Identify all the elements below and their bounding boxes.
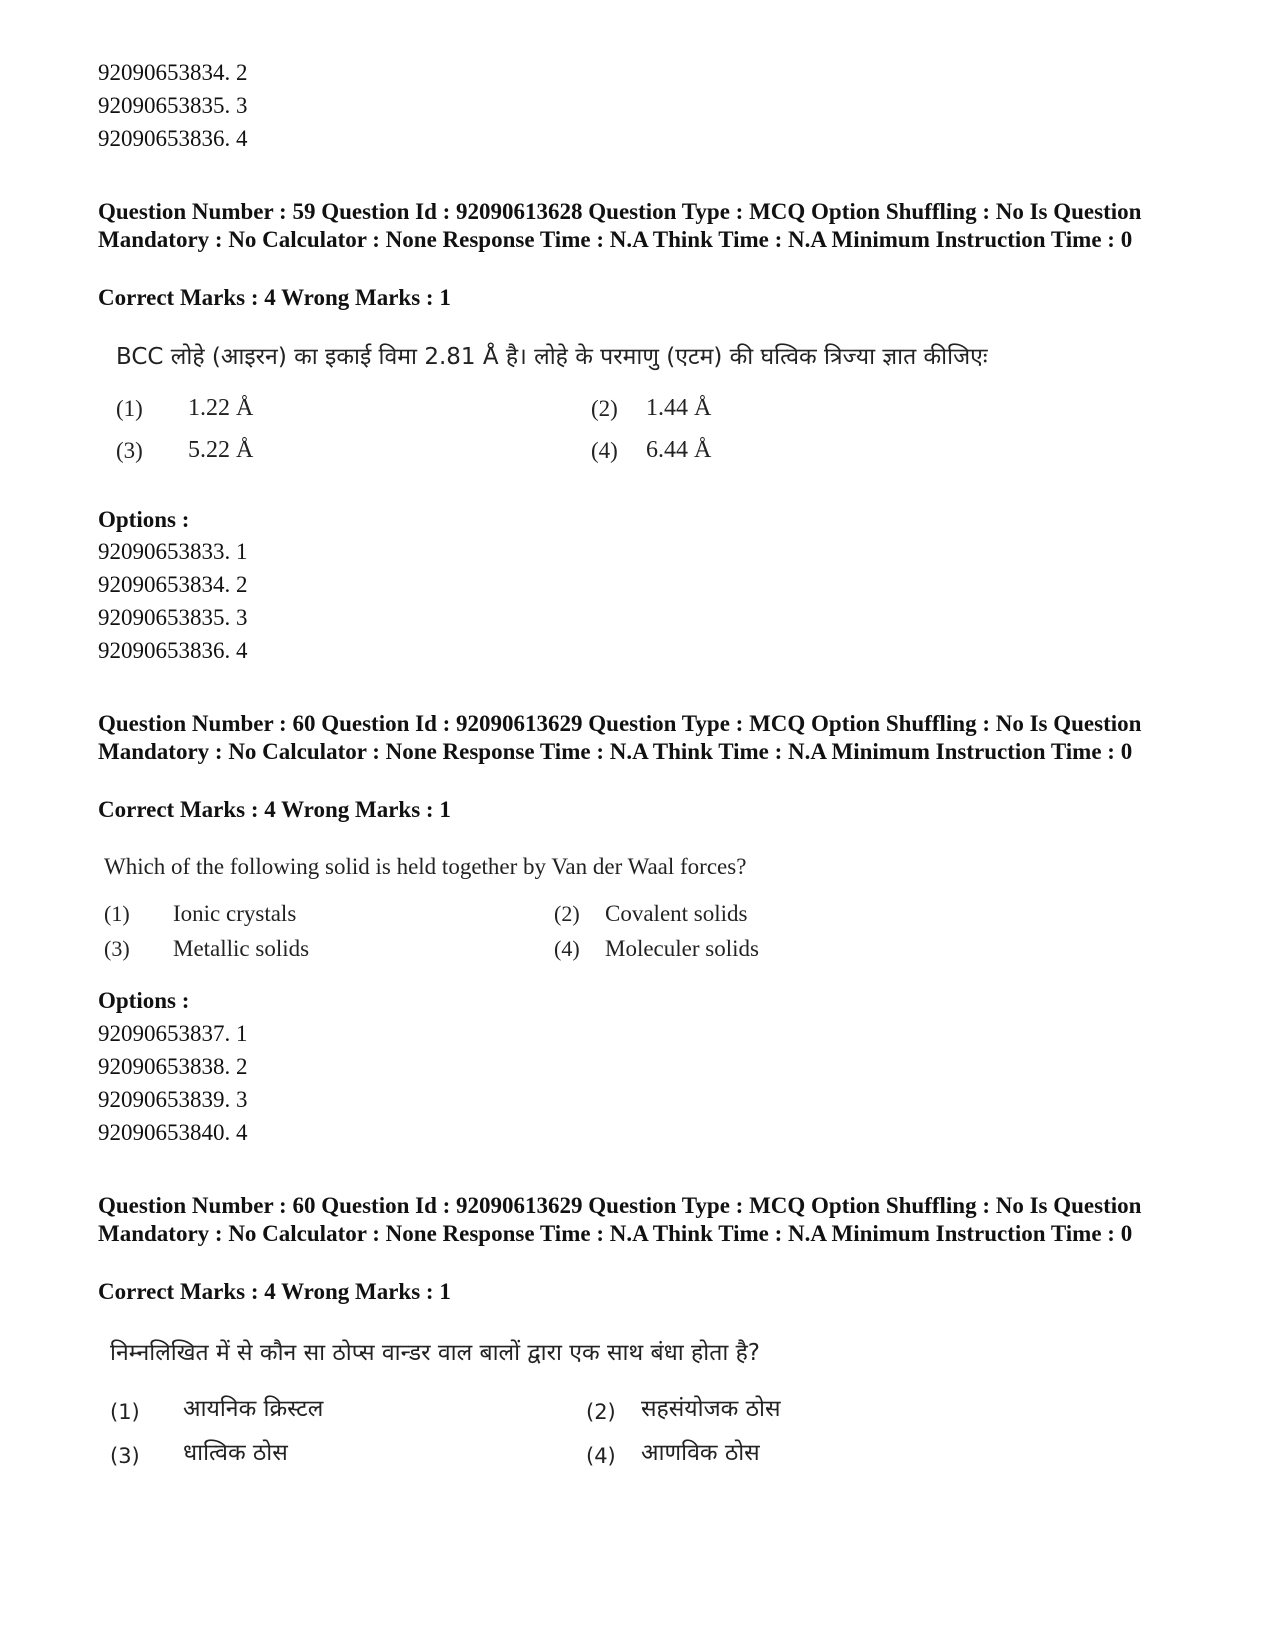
- option-id-line: 92090653835. 3: [98, 93, 248, 118]
- option-id-line: 92090653834. 2: [98, 60, 248, 85]
- options-heading: Options :: [98, 507, 190, 532]
- question-text: Which of the following solid is held together by Van der Waal forces?: [104, 854, 747, 879]
- question-marks: Correct Marks : 4 Wrong Marks : 1: [98, 797, 451, 822]
- choice-number: (3): [116, 438, 143, 463]
- choice-number: (4): [591, 438, 618, 463]
- question-text: BCC लोहे (आइरन) का इकाई विमा 2.81 Å है। लोहे के परमाणु (एटम) की घत्विक त्रिज्या ज्ञात कीजिएः: [116, 344, 988, 370]
- choice-value: Metallic solids: [173, 936, 310, 961]
- option-id-line: 92090653839. 3: [98, 1087, 248, 1112]
- choice-value: Covalent solids: [605, 901, 748, 926]
- choice-value: 1.22 Å: [188, 395, 254, 421]
- question-marks: Correct Marks : 4 Wrong Marks : 1: [98, 1279, 451, 1304]
- choice-number: (3): [110, 1444, 140, 1468]
- question-meta: Question Number : 59 Question Id : 92090613628 Question Type : MCQ Option Shuffling : No Is Question Mandatory : No Calculator : None Response Time : N.A Think Time : N.A Minimum Instruction Time : 0: [98, 199, 1142, 252]
- option-id-line: 92090653836. 4: [98, 126, 248, 151]
- choice-number: (1): [104, 901, 130, 926]
- choice-value: धात्विक ठोस: [183, 1440, 288, 1466]
- choice-number: (2): [586, 1400, 616, 1424]
- choice-number: (4): [586, 1444, 616, 1468]
- choice-value: आणविक ठोस: [641, 1440, 760, 1466]
- choice-number: (4): [554, 936, 580, 961]
- question-text: निम्नलिखित में से कौन सा ठोप्स वान्डर वाल बालों द्वारा एक साथ बंधा होता है?: [110, 1340, 761, 1366]
- choice-number: (2): [554, 901, 580, 926]
- choice-value: Ionic crystals: [173, 901, 297, 926]
- choice-value: 5.22 Å: [188, 437, 254, 463]
- choice-value: 6.44 Å: [646, 437, 712, 463]
- choice-value: आयनिक क्रिस्टल: [183, 1396, 324, 1422]
- choice-number: (1): [116, 396, 143, 421]
- choice-value: Moleculer solids: [605, 936, 759, 961]
- option-id-line: 92090653834. 2: [98, 572, 248, 597]
- question-marks: Correct Marks : 4 Wrong Marks : 1: [98, 285, 451, 310]
- options-heading: Options :: [98, 988, 190, 1013]
- option-id-line: 92090653837. 1: [98, 1021, 248, 1046]
- option-id-line: 92090653840. 4: [98, 1120, 248, 1145]
- choice-number: (3): [104, 936, 130, 961]
- choice-value: सहसंयोजक ठोस: [641, 1396, 781, 1422]
- option-id-line: 92090653836. 4: [98, 638, 248, 663]
- choice-number: (1): [110, 1400, 140, 1424]
- question-meta: Question Number : 60 Question Id : 92090613629 Question Type : MCQ Option Shuffling : No Is Question Mandatory : No Calculator : None Response Time : N.A Think Time : N.A Minimum Instruction Time : 0: [98, 711, 1142, 764]
- choice-value: 1.44 Å: [646, 395, 712, 421]
- option-id-line: 92090653838. 2: [98, 1054, 248, 1079]
- option-id-line: 92090653835. 3: [98, 605, 248, 630]
- question-meta: Question Number : 60 Question Id : 92090613629 Question Type : MCQ Option Shuffling : No Is Question Mandatory : No Calculator : None Response Time : N.A Think Time : N.A Minimum Instruction Time : 0: [98, 1193, 1142, 1246]
- choice-number: (2): [591, 396, 618, 421]
- option-id-line: 92090653833. 1: [98, 539, 248, 564]
